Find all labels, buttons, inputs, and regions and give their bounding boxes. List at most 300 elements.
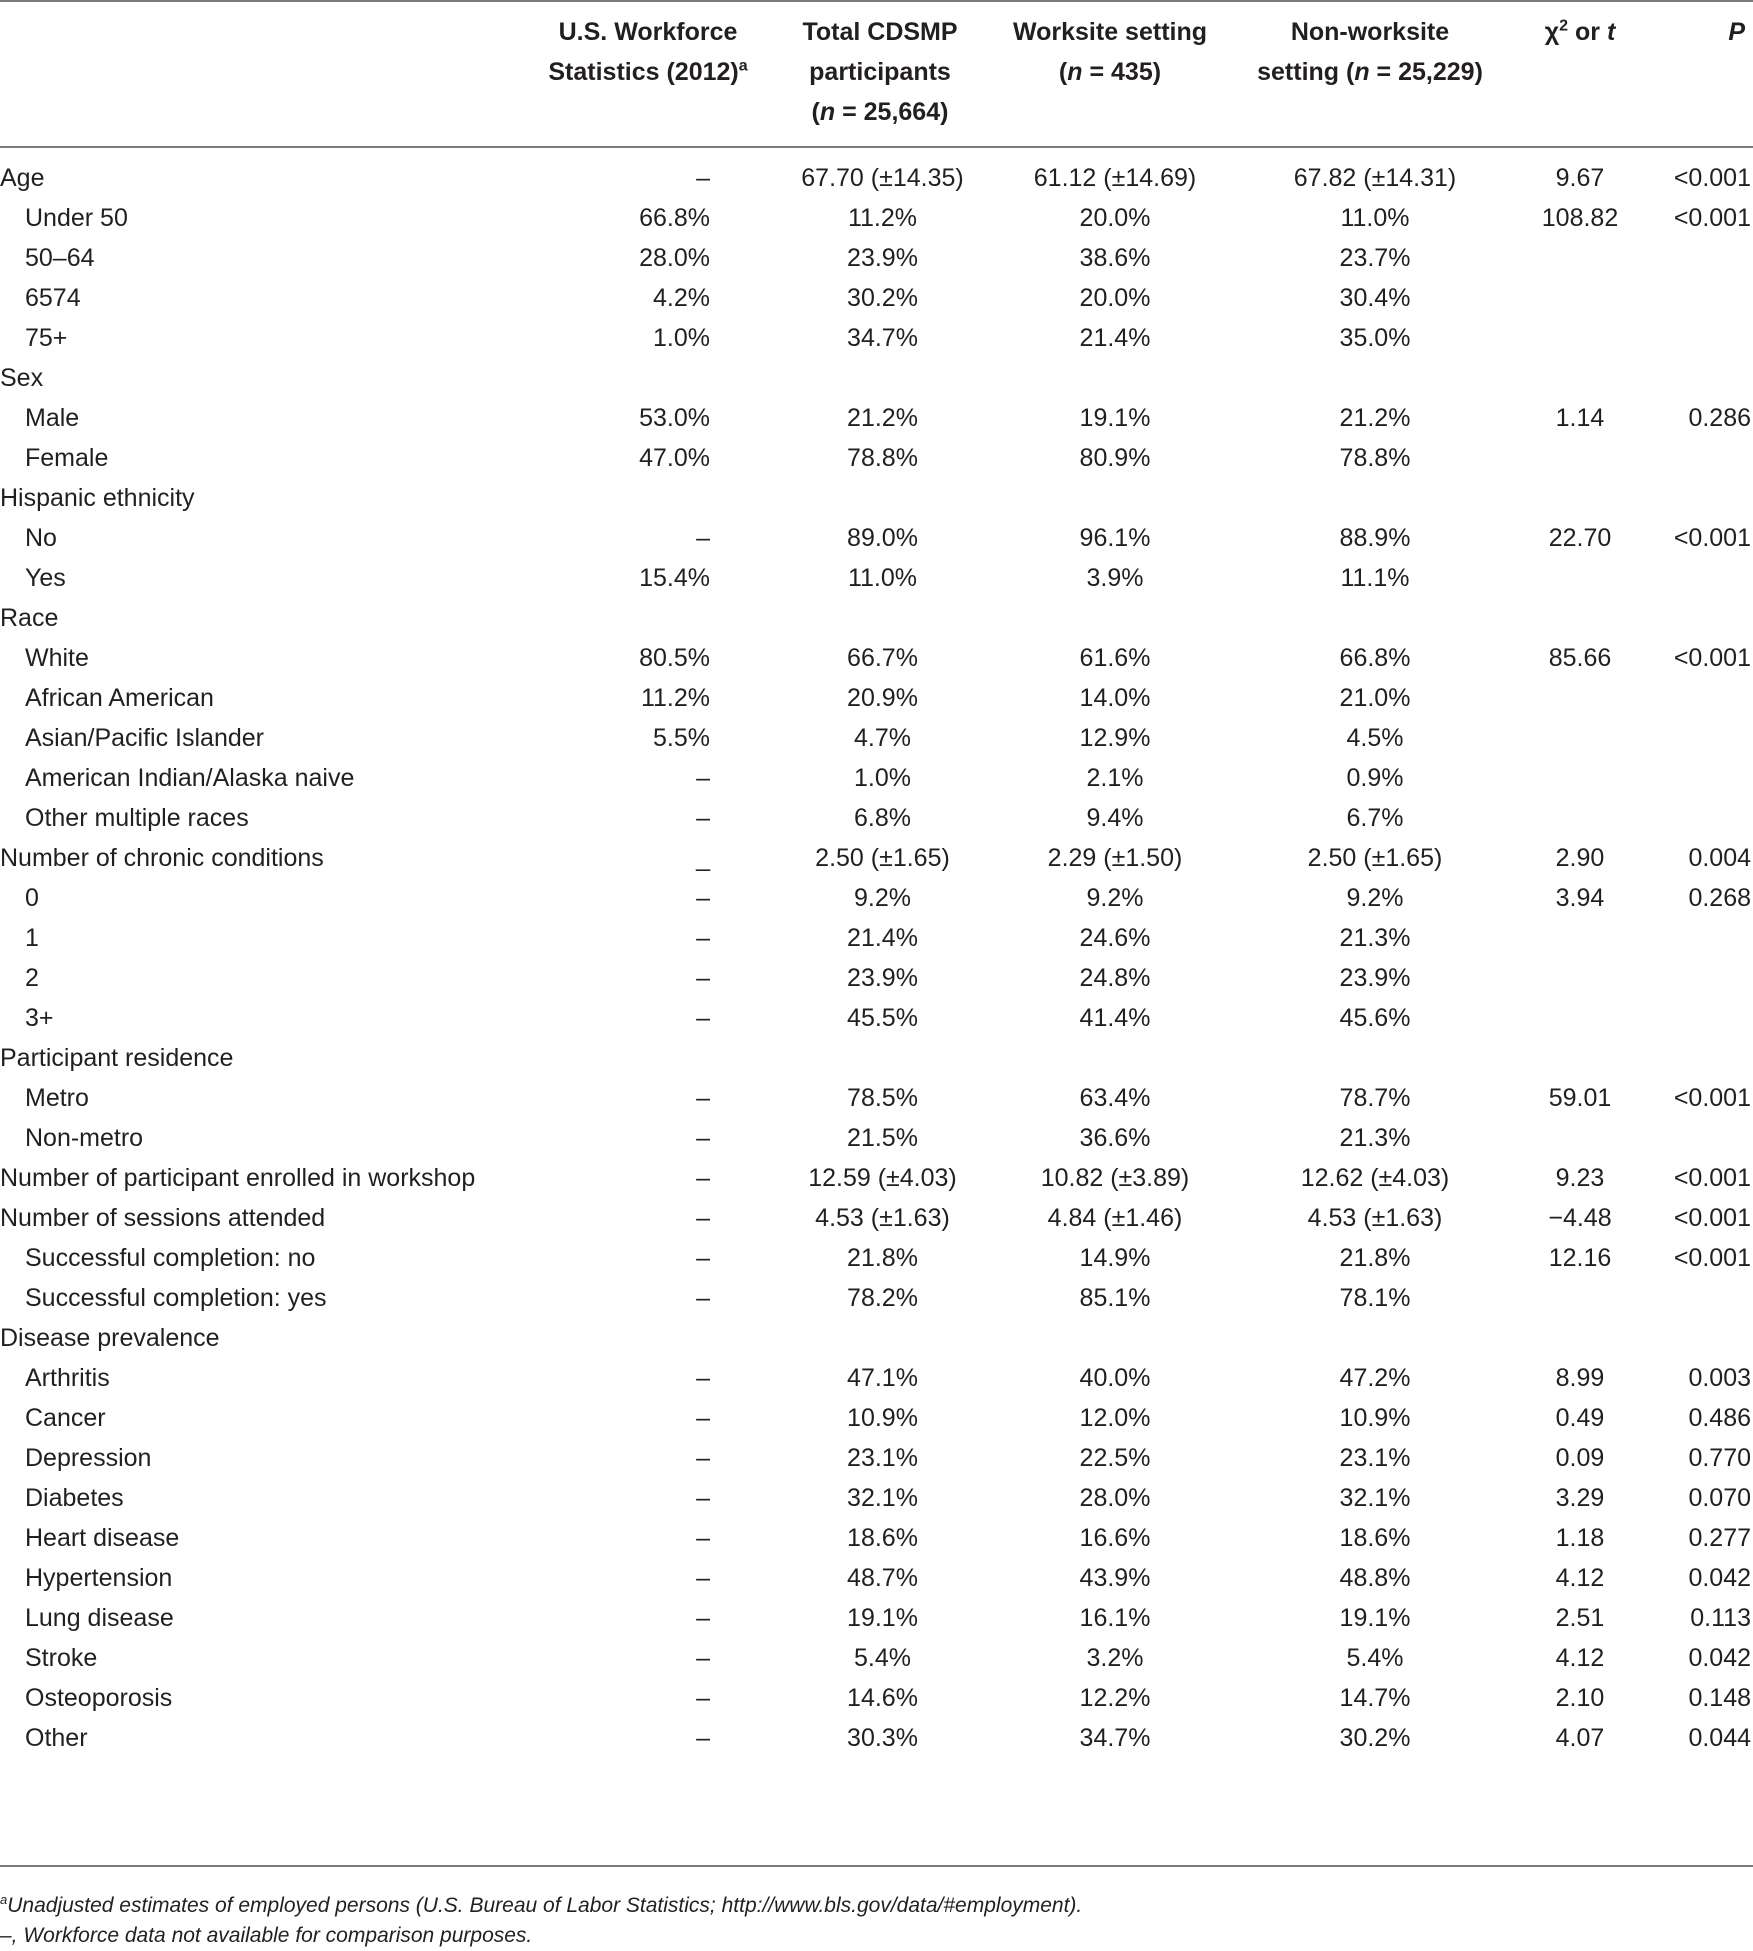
cell-worksite: 24.6% (1079, 924, 1151, 952)
cell-worksite: 2.1% (1086, 764, 1144, 792)
cell-workforce: – (696, 1164, 710, 1192)
cell-total: 89.0% (847, 524, 918, 552)
cell-nonworksite: 32.1% (1339, 1484, 1411, 1512)
cell-p (1650, 438, 1753, 478)
cell-nonworksite: 21.3% (1339, 924, 1411, 952)
header-total-line1: Total CDSMP (802, 18, 958, 46)
cell-p (1650, 598, 1753, 638)
cell-worksite: 20.0% (1079, 284, 1151, 312)
cell-workforce: 53.0% (639, 404, 710, 432)
cell-nonworksite: 45.6% (1339, 1004, 1411, 1032)
cell-nonworksite: 47.2% (1339, 1364, 1411, 1392)
row-label: Lung disease (25, 1604, 174, 1632)
table-group-row (0, 1198, 1753, 1238)
cell-worksite: 3.9% (1086, 564, 1144, 592)
table-row (0, 1678, 1753, 1718)
cell-stat (1510, 678, 1650, 718)
cell-p: 0.486 (1688, 1404, 1751, 1432)
cell-total: 30.2% (847, 284, 918, 312)
cell-p: 0.268 (1688, 884, 1751, 912)
cell-worksite: 16.1% (1079, 1604, 1151, 1632)
cell-nonworksite (1240, 478, 1510, 518)
table-row (0, 318, 1753, 358)
row-label: 0 (25, 884, 39, 912)
table-row (0, 1398, 1753, 1438)
cell-nonworksite: 21.3% (1339, 1124, 1411, 1152)
cell-nonworksite: 67.82 (±14.31) (1293, 164, 1457, 192)
cell-total: 21.2% (847, 404, 918, 432)
cell-worksite: 61.12 (±14.69) (1033, 164, 1197, 192)
cell-worksite (990, 598, 1240, 638)
cell-workforce: – (696, 1484, 710, 1512)
table-row (0, 1478, 1753, 1518)
table-row (0, 1078, 1753, 1118)
table-row (0, 558, 1753, 598)
cell-workforce: 80.5% (639, 644, 710, 672)
cell-p (1650, 1318, 1753, 1358)
cell-stat: 0.49 (1555, 1404, 1605, 1432)
cell-stat (1510, 358, 1650, 398)
cell-workforce: 11.2% (640, 684, 710, 712)
cell-p: <0.001 (1673, 1244, 1751, 1272)
cell-nonworksite: 78.1% (1339, 1284, 1411, 1312)
row-label: Participant residence (0, 1044, 234, 1072)
cell-worksite (990, 358, 1240, 398)
cell-worksite: 38.6% (1079, 244, 1151, 272)
footnote-dash-text: –, Workforce data not available for comparison purposes. (0, 1924, 533, 1947)
row-label: Depression (25, 1444, 152, 1472)
cell-stat (1510, 478, 1650, 518)
cell-nonworksite: 2.50 (±1.65) (1307, 844, 1443, 872)
cell-nonworksite: 11.0% (1340, 204, 1410, 232)
cell-worksite: 14.0% (1079, 684, 1151, 712)
table-row (0, 438, 1753, 478)
cell-workforce: 4.2% (653, 284, 710, 312)
cell-p (1650, 678, 1753, 718)
cell-total: 6.8% (854, 804, 911, 832)
footnote-a (0, 1885, 1082, 1921)
cell-total: 67.70 (±14.35) (801, 164, 964, 192)
cell-stat (1510, 1118, 1650, 1158)
cell-workforce: – (696, 1204, 710, 1232)
cell-workforce: – (696, 1444, 710, 1472)
cell-p (1650, 718, 1753, 758)
cell-nonworksite: 78.8% (1339, 444, 1411, 472)
cell-nonworksite: 23.9% (1339, 964, 1411, 992)
cell-nonworksite: 12.62 (±4.03) (1300, 1164, 1450, 1192)
row-label: Other (25, 1724, 88, 1752)
cell-total: 34.7% (847, 324, 918, 352)
cell-nonworksite (1240, 1038, 1510, 1078)
cell-workforce (545, 358, 775, 398)
cell-total (775, 1318, 990, 1358)
cell-p: 0.148 (1688, 1684, 1751, 1712)
cell-nonworksite: 23.7% (1339, 244, 1411, 272)
table-row (0, 1118, 1753, 1158)
row-label: Number of sessions attended (0, 1204, 326, 1232)
cell-total: 78.8% (847, 444, 918, 472)
cell-total: 10.9% (847, 1404, 918, 1432)
cell-stat (1510, 1278, 1650, 1318)
cell-stat: 3.94 (1555, 884, 1605, 912)
cell-total: 12.59 (±4.03) (808, 1164, 957, 1192)
cell-nonworksite (1240, 1318, 1510, 1358)
cell-stat: 9.23 (1555, 1164, 1605, 1192)
header-stat: $\chi^2$ or t (1544, 17, 1616, 46)
cell-stat (1510, 558, 1650, 598)
table-row (0, 1558, 1753, 1598)
cell-p: <0.001 (1673, 1084, 1751, 1112)
row-label: 1 (25, 924, 39, 952)
cell-worksite: 24.8% (1079, 964, 1151, 992)
cell-stat (1510, 318, 1650, 358)
row-label: Cancer (25, 1404, 106, 1432)
cell-p (1650, 958, 1753, 998)
cell-total (775, 358, 990, 398)
cell-workforce: 1.0% (653, 324, 710, 352)
cell-total: 78.2% (847, 1284, 918, 1312)
row-label: Sex (0, 364, 44, 392)
cell-p (1650, 998, 1753, 1038)
cell-total: 14.6% (847, 1684, 918, 1712)
cell-total: 4.53 (±1.63) (815, 1204, 950, 1232)
cell-stat: 0.09 (1555, 1444, 1605, 1472)
cell-nonworksite: 21.2% (1339, 404, 1411, 432)
row-label: Successful completion: no (25, 1244, 316, 1272)
cell-stat: 1.14 (1555, 404, 1605, 432)
row-label: 3+ (25, 1004, 54, 1032)
cell-total: 21.4% (847, 924, 918, 952)
row-label: Disease prevalence (0, 1324, 220, 1352)
cell-p: 0.042 (1688, 1644, 1751, 1672)
cell-stat (1510, 278, 1650, 318)
table-row (0, 1718, 1753, 1758)
p-symbol: P (1728, 18, 1745, 46)
table-row (0, 1518, 1753, 1558)
row-label: Other multiple races (25, 804, 249, 832)
top-rule (0, 0, 1753, 2)
cell-p: 0.042 (1688, 1564, 1751, 1592)
cell-total: 20.9% (847, 684, 918, 712)
cell-total: 1.0% (854, 764, 911, 792)
cell-stat: 1.18 (1555, 1524, 1605, 1552)
cell-p (1650, 918, 1753, 958)
cell-nonworksite: 14.7% (1339, 1684, 1411, 1712)
header-nonworksite (1225, 12, 1515, 92)
cell-workforce (545, 1038, 775, 1078)
header-worksite-line2: (n = 435) (1058, 58, 1162, 86)
cell-total: 23.9% (847, 244, 918, 272)
cell-worksite: 21.4% (1079, 324, 1151, 352)
table-group-row (0, 598, 1753, 638)
cell-workforce: 5.5% (653, 724, 710, 752)
cell-workforce: – (696, 1004, 710, 1032)
cell-worksite: 61.6% (1079, 644, 1151, 672)
table-group-row (0, 158, 1753, 198)
cell-total (775, 1038, 990, 1078)
chi-symbol: χ (1544, 18, 1560, 46)
header-worksite (980, 12, 1240, 92)
cell-p: 0.003 (1688, 1364, 1751, 1392)
cell-worksite: 16.6% (1079, 1524, 1151, 1552)
cell-workforce: – (696, 164, 710, 192)
cell-nonworksite: 21.8% (1339, 1244, 1411, 1272)
cell-p (1650, 758, 1753, 798)
cell-nonworksite: 21.0% (1339, 684, 1411, 712)
row-label: 6574 (25, 284, 81, 312)
cell-worksite: 4.84 (±1.46) (1047, 1204, 1183, 1232)
cell-workforce: – (696, 1604, 710, 1632)
row-label: Race (0, 604, 59, 632)
cell-nonworksite: 6.7% (1346, 804, 1404, 832)
row-label: Number of chronic conditions (0, 844, 324, 872)
table-row (0, 198, 1753, 238)
cell-stat: 12.16 (1548, 1244, 1612, 1272)
row-label: No (25, 524, 57, 552)
cell-total: 21.8% (847, 1244, 918, 1272)
cell-p (1650, 238, 1753, 278)
cell-stat (1510, 758, 1650, 798)
cell-total (775, 478, 990, 518)
cell-p (1650, 1278, 1753, 1318)
cell-total: 48.7% (847, 1564, 918, 1592)
cell-worksite: 12.0% (1079, 1404, 1151, 1432)
cell-workforce: 28.0% (639, 244, 710, 272)
header-workforce (518, 12, 778, 92)
cell-p (1650, 558, 1753, 598)
cell-stat: 2.90 (1555, 844, 1605, 872)
cell-workforce: – (696, 1284, 710, 1312)
cell-total: 9.2% (854, 884, 911, 912)
cell-total: 18.6% (847, 1524, 918, 1552)
cell-workforce: – (696, 884, 710, 912)
table-row (0, 918, 1753, 958)
row-label: Heart disease (25, 1524, 180, 1552)
cell-worksite (990, 478, 1240, 518)
cell-workforce: – (696, 1564, 710, 1592)
cell-workforce: – (696, 1724, 710, 1752)
header-workforce-line2: Statistics $(2012)^a$ (548, 57, 748, 86)
table-group-row (0, 1158, 1753, 1198)
cell-total: 23.9% (847, 964, 918, 992)
cell-worksite: 63.4% (1079, 1084, 1151, 1112)
results-table (0, 158, 1753, 1758)
row-label: 2 (25, 964, 39, 992)
row-label: Arthritis (25, 1364, 110, 1392)
table-row (0, 958, 1753, 998)
cell-stat (1510, 998, 1650, 1038)
cell-stat: 4.12 (1555, 1564, 1605, 1592)
table-row (0, 1438, 1753, 1478)
cell-worksite (990, 1038, 1240, 1078)
cell-p (1650, 318, 1753, 358)
cell-p: <0.001 (1673, 164, 1751, 192)
cell-workforce: – (696, 1364, 710, 1392)
cell-workforce: – (696, 1124, 710, 1152)
cell-nonworksite: 4.5% (1346, 724, 1404, 752)
cell-nonworksite: 18.6% (1339, 1524, 1411, 1552)
cell-worksite: 43.9% (1079, 1564, 1151, 1592)
cell-p: <0.001 (1673, 1204, 1751, 1232)
cell-nonworksite: 9.2% (1346, 884, 1404, 912)
cell-p (1650, 798, 1753, 838)
cell-workforce: – (696, 1084, 710, 1112)
cell-stat: 8.99 (1555, 1364, 1605, 1392)
cell-nonworksite: 48.8% (1339, 1564, 1411, 1592)
cell-p (1650, 1118, 1753, 1158)
row-label: Asian/Pacific Islander (25, 724, 265, 752)
cell-p: 0.070 (1688, 1484, 1751, 1512)
row-label: Non-metro (25, 1124, 144, 1152)
row-label: African American (25, 684, 214, 712)
header-total-line3: (n = 25,664) (811, 98, 949, 126)
cell-workforce: – (696, 1404, 710, 1432)
cell-p: <0.001 (1673, 524, 1751, 552)
table-row (0, 718, 1753, 758)
row-label: Stroke (25, 1644, 98, 1672)
cell-worksite: 19.1% (1079, 404, 1151, 432)
cell-nonworksite: 66.8% (1339, 644, 1411, 672)
footnote-marker-a: a (738, 57, 748, 75)
row-label: Under 50 (25, 204, 128, 232)
header-nonworksite-line1: Non-worksite (1290, 18, 1450, 46)
cell-stat: 85.66 (1548, 644, 1612, 672)
row-label: White (25, 644, 89, 672)
cell-total: 4.7% (854, 724, 911, 752)
cell-workforce: 66.8% (639, 204, 710, 232)
cell-stat: 2.51 (1555, 1604, 1605, 1632)
cell-worksite: 12.2% (1079, 1684, 1151, 1712)
table-row (0, 1238, 1753, 1278)
table-row (0, 1638, 1753, 1678)
cell-workforce (545, 478, 775, 518)
row-label: Age (0, 164, 45, 192)
cell-worksite: 12.9% (1079, 724, 1151, 752)
cell-total: 19.1% (847, 1604, 918, 1632)
row-label: Diabetes (25, 1484, 124, 1512)
cell-p (1650, 1038, 1753, 1078)
cell-p: 0.004 (1688, 844, 1751, 872)
cell-worksite: 2.29 (±1.50) (1047, 844, 1183, 872)
row-label: 50–64 (25, 244, 95, 272)
cell-nonworksite: 11.1% (1340, 564, 1410, 592)
header-p (1660, 12, 1753, 52)
row-label: Yes (25, 564, 66, 592)
row-label: Number of participant enrolled in workshop (0, 1164, 476, 1192)
cell-nonworksite: 23.1% (1339, 1444, 1411, 1472)
cell-nonworksite: 30.4% (1339, 284, 1411, 312)
cell-workforce (545, 1318, 775, 1358)
cell-stat: −4.48 (1548, 1204, 1612, 1232)
cell-total: 66.7% (847, 644, 918, 672)
cell-p: 0.277 (1688, 1524, 1751, 1552)
table-row (0, 878, 1753, 918)
cell-workforce: – (696, 764, 710, 792)
cell-nonworksite (1240, 598, 1510, 638)
bottom-rule (0, 1865, 1753, 1867)
cell-workforce: – (696, 924, 710, 952)
cell-nonworksite (1240, 358, 1510, 398)
row-label: Male (25, 404, 80, 432)
cell-p (1650, 278, 1753, 318)
cell-workforce: – (696, 524, 710, 552)
row-label: 75+ (25, 324, 68, 352)
table-row (0, 1278, 1753, 1318)
cell-nonworksite: 0.9% (1346, 764, 1404, 792)
cell-workforce: – (696, 1244, 710, 1272)
cell-total: 11.0% (847, 564, 918, 592)
table-row (0, 518, 1753, 558)
table-row (0, 758, 1753, 798)
cell-nonworksite: 78.7% (1339, 1084, 1411, 1112)
cell-worksite: 41.4% (1079, 1004, 1151, 1032)
cell-worksite: 34.7% (1079, 1724, 1151, 1752)
table-row (0, 678, 1753, 718)
cell-nonworksite: 5.4% (1346, 1644, 1404, 1672)
cell-total: 32.1% (847, 1484, 918, 1512)
cell-p: <0.001 (1673, 644, 1751, 672)
footnote-a-text: Unadjusted estimates of employed persons (U.S. Bureau of Labor Statistics; http://www.bls.gov/data/#employment). (7, 1894, 1083, 1917)
header-total-line2: participants (809, 58, 951, 86)
row-label: Successful completion: yes (25, 1284, 327, 1312)
cell-stat: 9.67 (1555, 164, 1605, 192)
table-row (0, 238, 1753, 278)
cell-workforce: 15.4% (639, 564, 710, 592)
row-label: American Indian/Alaska naive (25, 764, 355, 792)
cell-p: 0.286 (1688, 404, 1751, 432)
cell-worksite: 85.1% (1079, 1284, 1151, 1312)
cell-stat: 108.82 (1541, 204, 1619, 232)
cell-worksite: 22.5% (1079, 1444, 1151, 1472)
cell-worksite: 36.6% (1079, 1124, 1151, 1152)
cell-total: 23.1% (847, 1444, 918, 1472)
cell-stat: 2.10 (1555, 1684, 1605, 1712)
cell-nonworksite: 10.9% (1339, 1404, 1411, 1432)
table-row (0, 398, 1753, 438)
cell-nonworksite: 19.1% (1339, 1604, 1411, 1632)
cell-total (775, 598, 990, 638)
cell-workforce: – (696, 1524, 710, 1552)
cell-worksite: 9.2% (1086, 884, 1144, 912)
cell-total: 47.1% (847, 1364, 918, 1392)
cell-worksite (990, 1318, 1240, 1358)
cell-p (1650, 478, 1753, 518)
footnote-dash (0, 1921, 532, 1951)
table-row (0, 278, 1753, 318)
table-group-row (0, 838, 1753, 878)
cell-workforce: _ (696, 844, 710, 872)
cell-nonworksite: 30.2% (1339, 1724, 1411, 1752)
cell-stat (1510, 1038, 1650, 1078)
cell-p: 0.770 (1688, 1444, 1751, 1472)
table-row (0, 798, 1753, 838)
table-row (0, 638, 1753, 678)
cell-p: 0.044 (1688, 1724, 1751, 1752)
header-workforce-line1: U.S. Workforce (558, 18, 738, 46)
cell-worksite: 14.9% (1079, 1244, 1151, 1272)
cell-stat: 3.29 (1555, 1484, 1605, 1512)
cell-stat (1510, 718, 1650, 758)
cell-stat: 4.07 (1555, 1724, 1605, 1752)
cell-total: 5.4% (854, 1644, 911, 1672)
footnote-a-marker: a (0, 1892, 8, 1907)
table-row (0, 1598, 1753, 1638)
cell-p: <0.001 (1673, 204, 1751, 232)
cell-stat: 59.01 (1548, 1084, 1612, 1112)
table-row (0, 1358, 1753, 1398)
cell-workforce: – (696, 804, 710, 832)
row-label: Hispanic ethnicity (0, 484, 195, 512)
